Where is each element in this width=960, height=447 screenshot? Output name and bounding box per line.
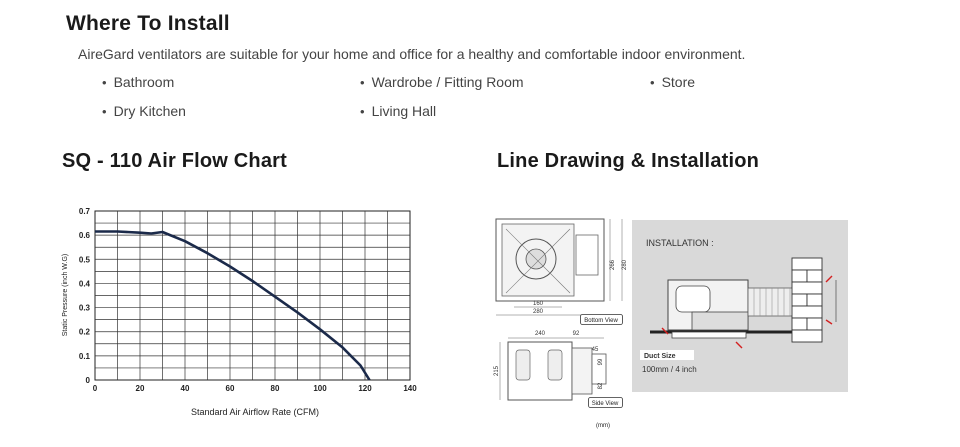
bullet-wardrobe: • Wardrobe / Fitting Room (360, 74, 524, 90)
intro-text: AireGard ventilators are suitable for your home and office for a healthy and comfortable indoor environment. (78, 46, 746, 62)
dim-side-depth: 92 (572, 331, 580, 337)
svg-text:(mm): (mm) (596, 423, 610, 429)
x-tick-label: 20 (135, 384, 145, 393)
x-tick-labels (93, 384, 417, 393)
x-tick-label: 80 (270, 384, 280, 393)
x-axis-label: Standard Air Airflow Rate (CFM) (190, 407, 320, 417)
y-tick-label: 0.4 (78, 279, 90, 289)
duct-size-label: Duct Size (644, 353, 676, 360)
dim-bottom-height-outer: 280 (622, 259, 628, 271)
y-tick-label: 0.7 (78, 207, 90, 216)
x-tick-label: 120 (358, 384, 372, 393)
dim-bottom-width-outer: 280 (532, 309, 544, 315)
drawing-section-title: Line Drawing & Installation (497, 150, 760, 172)
airflow-curve (95, 232, 370, 381)
dim-side-offset: 82 (598, 382, 604, 390)
svg-text:Bottom View: Bottom View (584, 318, 618, 324)
y-tick-labels (79, 207, 91, 385)
y-tick-label: 0.1 (78, 351, 90, 361)
dim-side-duct: 99 (598, 358, 604, 366)
dim-side-height: 215 (494, 365, 500, 377)
unit-label (590, 418, 620, 430)
x-tick-label: 40 (180, 384, 190, 393)
x-tick-label: 60 (225, 384, 235, 393)
y-tick-label: 0.6 (78, 231, 90, 241)
side-view-drawing (492, 328, 622, 408)
airflow-chart (55, 200, 430, 425)
installation-label: INSTALLATION : (646, 238, 714, 248)
where-to-install-title: Where To Install (66, 12, 230, 35)
bullet-bathroom: • Bathroom (102, 74, 174, 90)
bottom-view-tag (580, 314, 624, 326)
chart-section-title: SQ - 110 Air Flow Chart (62, 150, 288, 172)
brick-wall (792, 258, 822, 342)
bullet-store: • Store (650, 74, 695, 90)
bullet-living-hall: • Living Hall (360, 103, 436, 119)
bullet-dry-kitchen: • Dry Kitchen (102, 103, 186, 119)
y-tick-label: 0.3 (78, 303, 90, 313)
svg-text:Side View: Side View (591, 401, 619, 407)
dim-side-small: 45 (591, 347, 599, 353)
y-tick-label: 0 (85, 376, 90, 385)
y-tick-label: 0.5 (78, 255, 90, 265)
chart-grid (95, 211, 410, 380)
bottom-view-drawing (492, 215, 632, 325)
x-tick-label: 140 (403, 384, 417, 393)
dim-side-width: 240 (534, 331, 546, 337)
dim-bottom-height-inner: 266 (610, 259, 616, 271)
y-tick-label: 0.2 (78, 327, 90, 337)
x-tick-label: 100 (313, 384, 327, 393)
y-axis-label: Static Pressure (inch W.G) (62, 253, 69, 337)
side-view-tag (588, 397, 624, 409)
dim-bottom-width-inner: 160 (532, 301, 544, 307)
installation-panel (632, 220, 848, 392)
duct-size-value: 100mm / 4 inch (642, 365, 697, 374)
x-tick-label: 0 (92, 384, 98, 393)
